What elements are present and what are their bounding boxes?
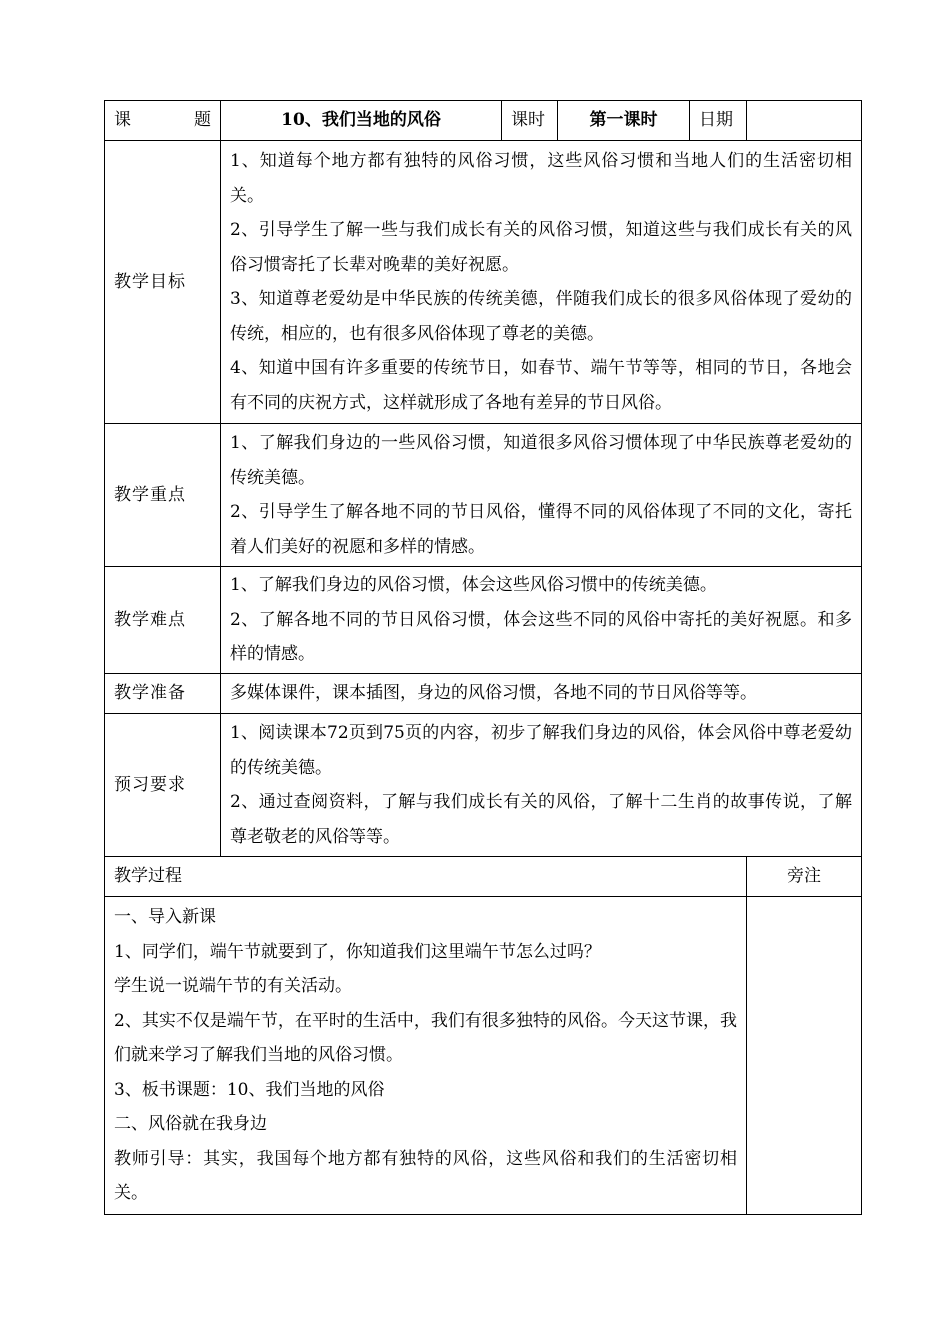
preview-label: 预习要求 xyxy=(105,714,221,857)
process-line: 教师引导：其实，我国每个地方都有独特的风俗，这些风俗和我们的生活密切相关。 xyxy=(114,1148,737,1204)
difficulties-row xyxy=(105,567,862,674)
lesson-plan-table xyxy=(104,100,862,1215)
difficulties-label: 教学难点 xyxy=(105,567,221,674)
preparation-row xyxy=(105,674,862,714)
difficulty-item: 2、了解各地不同的节日风俗习惯，体会这些不同的风俗中寄托的美好祝愿。和多样的情感。 xyxy=(230,609,852,665)
objectives-row xyxy=(105,141,862,424)
date-value xyxy=(747,101,862,141)
process-line: 2、其实不仅是端午节，在平时的生活中，我们有很多独特的风俗。今天这节课，我们就来学习了解我们当地的风俗习惯。 xyxy=(114,1010,737,1066)
preview-item: 1、阅读课本72页到75页的内容，初步了解我们身边的风俗，体会风俗中尊老爱幼的传统美德。 xyxy=(230,723,852,778)
objective-item: 2、引导学生了解一些与我们成长有关的风俗习惯，知道这些与我们成长有关的风俗习惯寄托了长辈对晚辈的美好祝愿。 xyxy=(230,220,852,275)
period-value: 第一课时 xyxy=(558,101,690,141)
preview-content xyxy=(221,714,862,857)
key-points-content xyxy=(221,424,862,567)
process-label: 教学过程 xyxy=(105,857,747,897)
process-content-row xyxy=(105,897,862,1215)
header-row xyxy=(105,101,862,141)
notes-content xyxy=(747,897,862,1215)
topic-value: 10、我们当地的风俗 xyxy=(221,101,502,141)
objective-item: 1、知道每个地方都有独特的风俗习惯，这些风俗习惯和当地人们的生活密切相关。 xyxy=(230,151,852,206)
objectives-label: 教学目标 xyxy=(105,141,221,424)
notes-label: 旁注 xyxy=(747,857,862,897)
process-line: 二、风俗就在我身边 xyxy=(114,1114,267,1135)
difficulty-item: 1、了解我们身边的风俗习惯，体会这些风俗习惯中的传统美德。 xyxy=(230,575,717,596)
topic-label: 课 题 xyxy=(105,101,221,141)
objective-item: 4、知道中国有许多重要的传统节日，如春节、端午节等等，相同的节日，各地会有不同的庆祝方式，这样就形成了各地有差异的节日风俗。 xyxy=(230,358,852,413)
preparation-content: 多媒体课件，课本插图，身边的风俗习惯，各地不同的节日风俗等等。 xyxy=(221,674,862,714)
objectives-content xyxy=(221,141,862,424)
key-point-item: 2、引导学生了解各地不同的节日风俗，懂得不同的风俗体现了不同的文化，寄托着人们美好的祝愿和多样的情感。 xyxy=(230,502,852,557)
key-points-label: 教学重点 xyxy=(105,424,221,567)
preview-row xyxy=(105,714,862,857)
key-point-item: 1、了解我们身边的一些风俗习惯，知道很多风俗习惯体现了中华民族尊老爱幼的传统美德。 xyxy=(230,433,852,488)
process-line: 3、板书课题：10、我们当地的风俗 xyxy=(114,1079,385,1100)
date-label: 日期 xyxy=(690,101,747,141)
difficulties-content xyxy=(221,567,862,674)
period-label: 课时 xyxy=(502,101,558,141)
process-header-row xyxy=(105,857,862,897)
preparation-label: 教学准备 xyxy=(105,674,221,714)
process-line: 一、导入新课 xyxy=(114,907,216,928)
preview-item: 2、通过查阅资料，了解与我们成长有关的风俗，了解十二生肖的故事传说，了解尊老敬老的风俗等等。 xyxy=(230,792,852,847)
objective-item: 3、知道尊老爱幼是中华民族的传统美德，伴随我们成长的很多风俗体现了爱幼的传统，相应的，也有很多风俗体现了尊老的美德。 xyxy=(230,289,852,344)
key-points-row xyxy=(105,424,862,567)
process-line: 学生说一说端午节的有关活动。 xyxy=(114,976,352,997)
process-line: 1、同学们，端午节就要到了，你知道我们这里端午节怎么过吗？ xyxy=(114,941,601,962)
process-content xyxy=(105,897,747,1215)
